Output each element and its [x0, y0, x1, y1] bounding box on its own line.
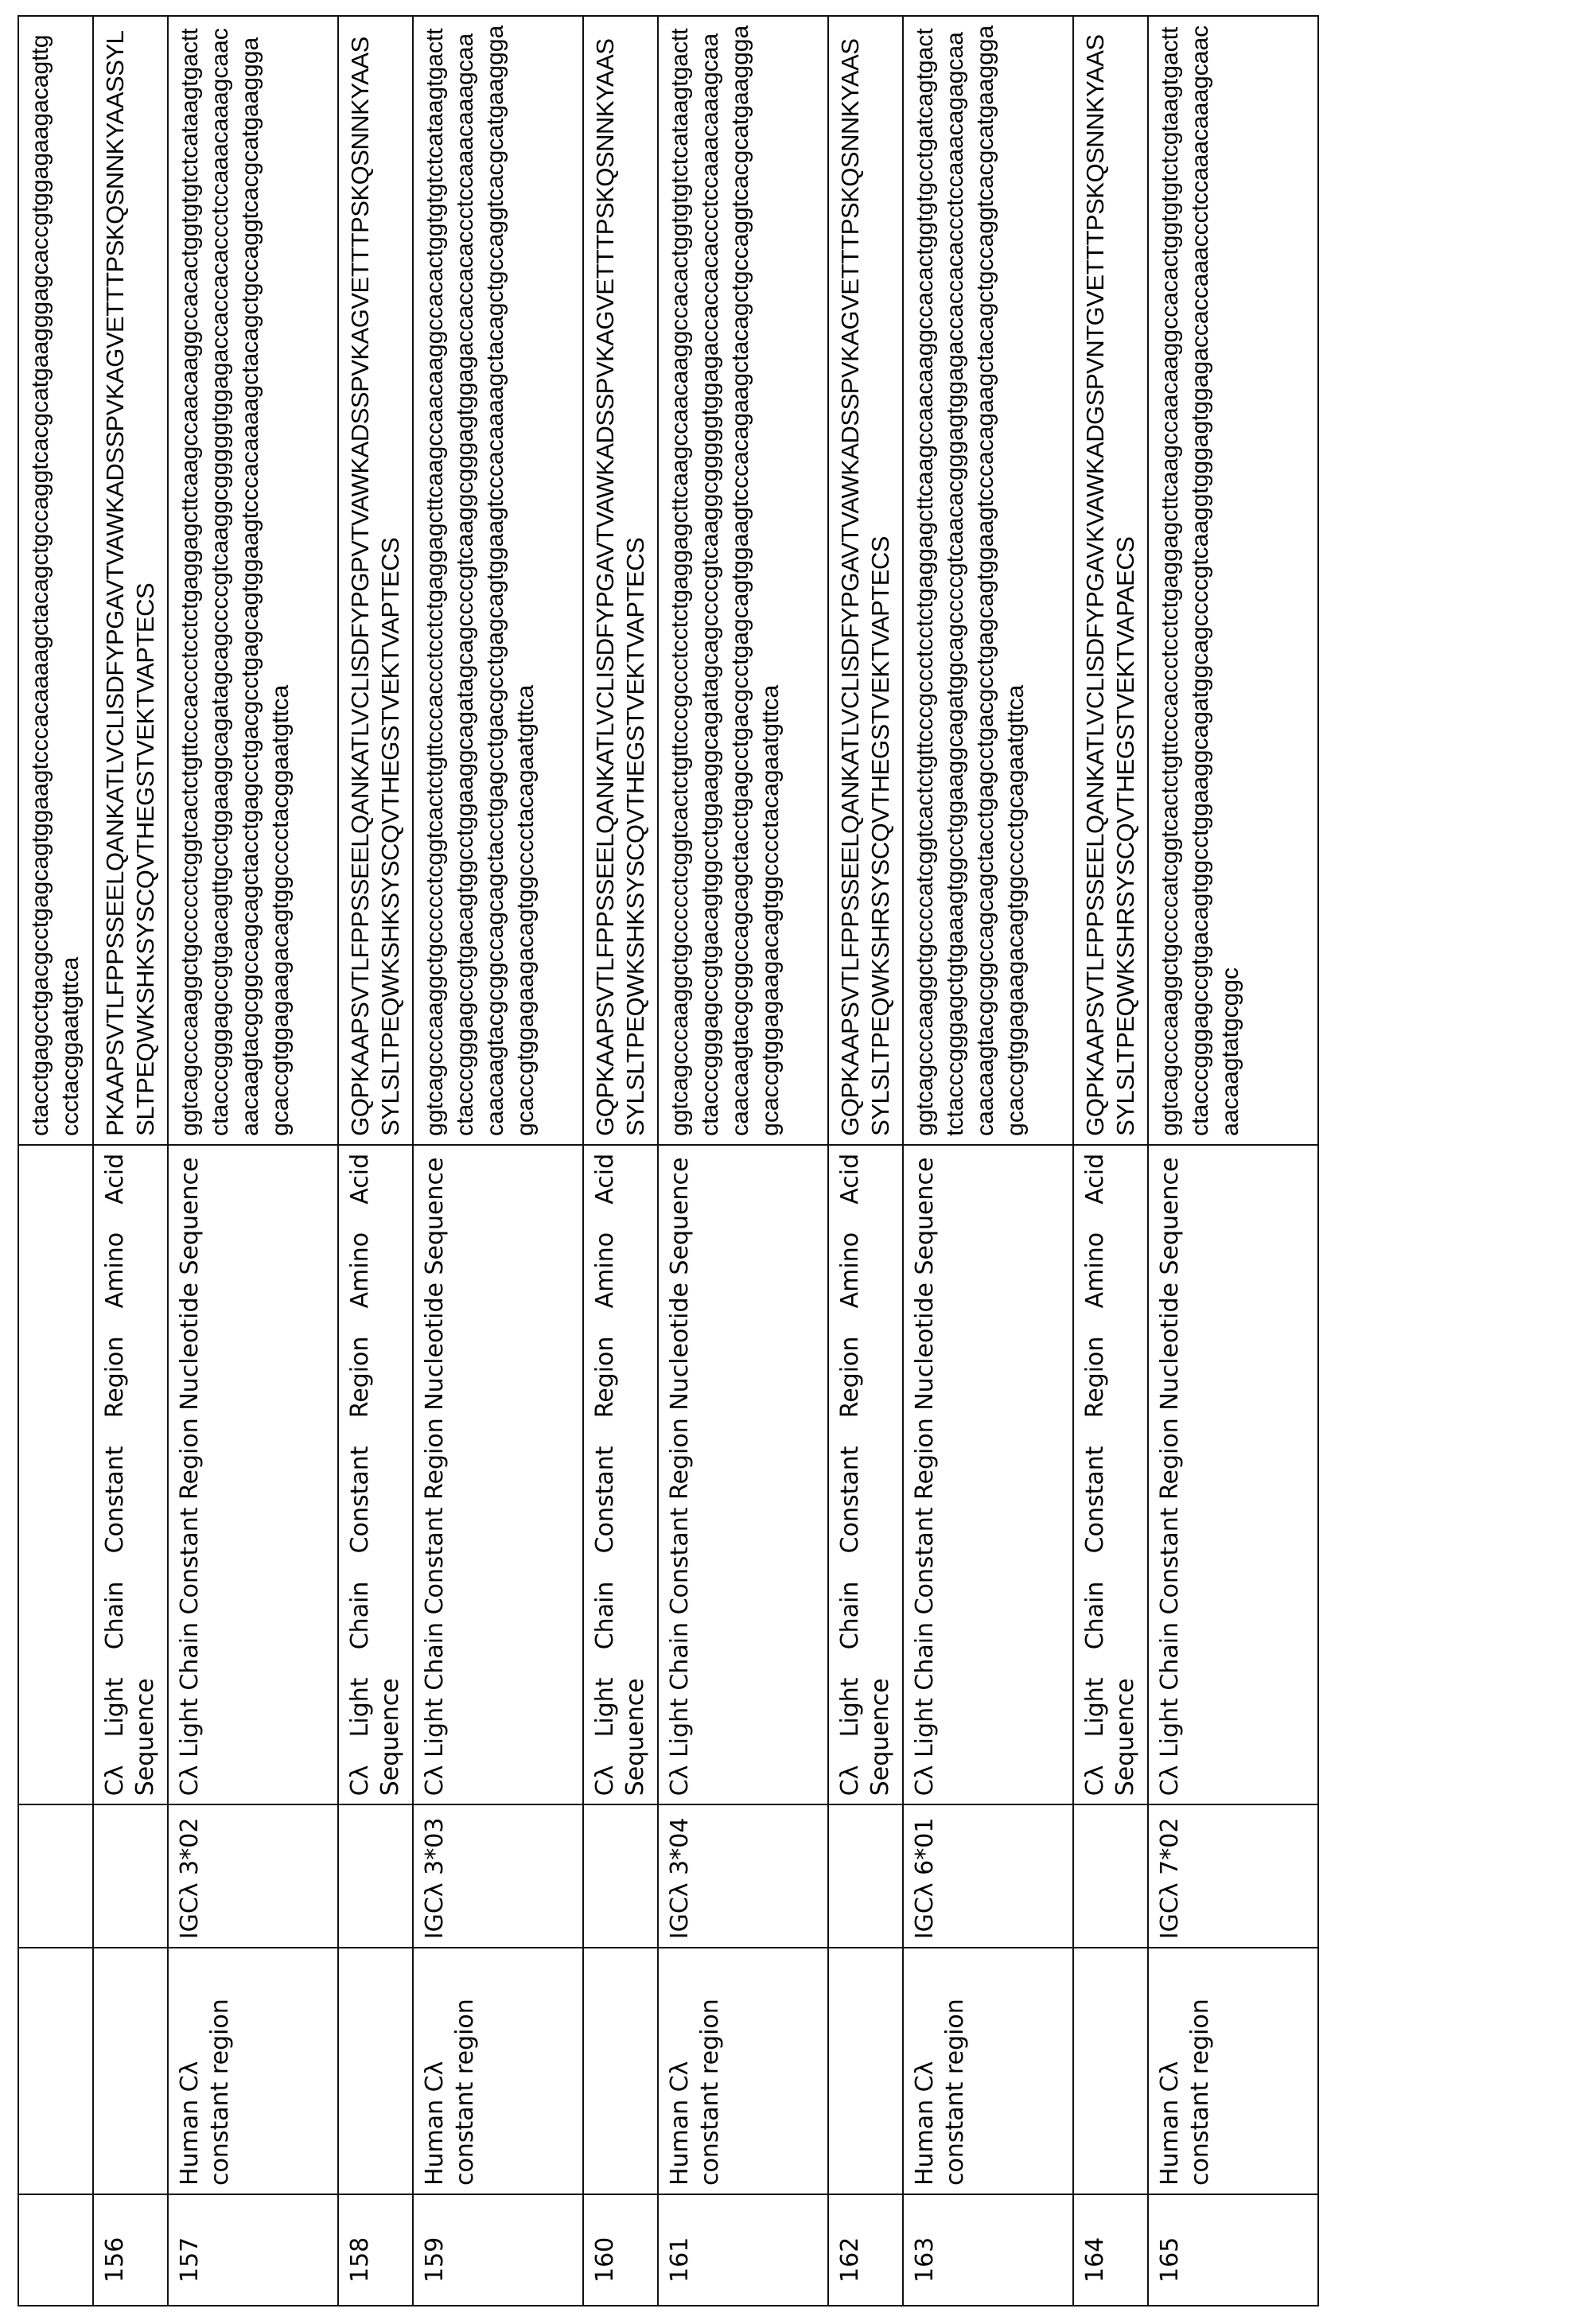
- description-cell: Human Cλ constant region: [1148, 1948, 1318, 2194]
- table-row: [583, 16, 658, 2306]
- table-row: [93, 16, 168, 2306]
- sequence-cell: ggtcagcccaaggctgccccatcggtcactctgttcccaccctcctctgaggagcttcaagccaacaaggccacactggtgtgtctcgtaagtgacttctacccgggagccgtgacagtggcctggaaggcagatggcagccccgtcaaggtgggagtggagaccaccaaaccctccaaacaaagcaacaacaagtatgcggc: [1148, 16, 1318, 1145]
- sequence-cell: ggtcagcccaaggctgccccatcggtcactctgttcccgccctcctctgaggagcttcaagccaacaaggccacactggtgtgcctgatcagtgacttctacccgggagctgtgaaagtggcctggaaggcagatggcagccccgtcaacacgggagtggagaccaccacaccctccaaacagagcaacaacaagtacgcggccagcagctacctgagcctgacgcctgagcagtggaagtcccacagaagctacagctgccaggtcacgcatgaagggagcaccgtggagaagacagtggcccctgcagaatgttca: [903, 16, 1073, 1145]
- sequence-cell: ggtcagcccaaggctgccccctcggtcactctgttcccgccctcctctgaggagcttcaagccaacaaggccacactggtgtgtctcataagtgacttctacccgggagccgtgacagtggcctggaaggcagatagcagccccgtcaaggcgggggtggagaccaccacaccctccaaacaaagcaacaacaagtacgcggccagcagctacctgagcctgacgcctgagcagtggaagtcccacagaagctacagctgccaggtcacgcatgaagggagcaccgtggagaagacagtggcccctacagaatgttca: [658, 16, 828, 1145]
- imgt-cell: [583, 1804, 658, 1948]
- seq-id-cell: 164: [1073, 2194, 1148, 2306]
- seq-id-cell: 162: [828, 2194, 903, 2306]
- feature-cell: Cλ Light Chain Constant Region Nucleotide Sequence: [1148, 1145, 1318, 1804]
- description-cell: Human Cλ constant region: [413, 1948, 583, 2194]
- sequence-cell: GQPKAAPSVTLFPPSSEELQANKATLVCLISDFYPGPVTVAWKADSSPVKAGVETTTPSKQSNNKYAASSYLSLTPEQWKSHKSYSCQVTHEGSTVEKTVAPTECS: [338, 16, 413, 1145]
- seq-id-cell: 157: [168, 2194, 338, 2306]
- seq-id-cell: 158: [338, 2194, 413, 2306]
- imgt-cell: IGCλ 3*03: [413, 1804, 583, 1948]
- seq-id-cell: [18, 2194, 93, 2306]
- feature-cell: Cλ Light Chain Constant Region Nucleotide Sequence: [168, 1145, 338, 1804]
- table-row: [338, 16, 413, 2306]
- feature-cell: Cλ Light Chain Constant Region Amino Acid Sequence: [583, 1145, 658, 1804]
- table-row-continuation: [18, 16, 93, 2306]
- feature-cell: Cλ Light Chain Constant Region Amino Acid Sequence: [338, 1145, 413, 1804]
- imgt-cell: IGCλ 3*04: [658, 1804, 828, 1948]
- feature-cell: Cλ Light Chain Constant Region Nucleotide Sequence: [658, 1145, 828, 1804]
- sequence-cell: PKAAPSVTLFPPSSEELQANKATLVCLISDFYPGAVTVAWKADSSPVKAGVETTTPSKQSNNKYAASSYLSLTPEQWKSHKSYSCQVTHEGSTVEKTVAPTECS: [93, 16, 168, 1145]
- seq-id-cell: 160: [583, 2194, 658, 2306]
- seq-id-cell: 163: [903, 2194, 1073, 2306]
- feature-cell: Cλ Light Chain Constant Region Nucleotide Sequence: [903, 1145, 1073, 1804]
- table-row: [903, 16, 1073, 2306]
- imgt-cell: [18, 1804, 93, 1948]
- description-cell: [93, 1948, 168, 2194]
- description-cell: Human Cλ constant region: [658, 1948, 828, 2194]
- table-row: [168, 16, 338, 2306]
- table-row: [1148, 16, 1318, 2306]
- table-row: [658, 16, 828, 2306]
- imgt-cell: [93, 1804, 168, 1948]
- imgt-cell: [1073, 1804, 1148, 1948]
- sequence-cell: GQPKAAPSVTLFPPSSEELQANKATLVCLISDFYPGAVTVAWKADSSPVKAGVETTTPSKQSNNKYAASSYLSLTPEQWKSHKSYSCQVTHEGSTVEKTVAPTECS: [583, 16, 658, 1145]
- feature-cell: [18, 1145, 93, 1804]
- feature-cell: Cλ Light Chain Constant Region Nucleotide Sequence: [413, 1145, 583, 1804]
- table-row: [413, 16, 583, 2306]
- seq-id-cell: 165: [1148, 2194, 1318, 2306]
- description-cell: Human Cλ constant region: [903, 1948, 1073, 2194]
- sequence-table: [18, 15, 1319, 2306]
- imgt-cell: IGCλ 7*02: [1148, 1804, 1318, 1948]
- description-cell: [828, 1948, 903, 2194]
- table-row: [1073, 16, 1148, 2306]
- description-cell: [583, 1948, 658, 2194]
- feature-cell: Cλ Light Chain Constant Region Amino Acid Sequence: [93, 1145, 168, 1804]
- description-cell: [1073, 1948, 1148, 2194]
- description-cell: [18, 1948, 93, 2194]
- description-cell: [338, 1948, 413, 2194]
- sequence-cell: ctacctgagcctgacgcctgagcagtggaagtcccacaaaagctacagctgccaggtcacgcatgaagggagcaccgtggagaagacagttgccctacggaatgttca: [18, 16, 93, 1145]
- seq-id-cell: 161: [658, 2194, 828, 2306]
- imgt-cell: IGCλ 6*01: [903, 1804, 1073, 1948]
- sequence-cell: GQPKAAPSVTLFPPSSEELQANKATLVCLISDFYPGAVTVAWKADSSPVKAGVETTTPSKQSNNKYAASSYLSLTPEQWKSHRSYSCQVTHEGSTVEKTVAPTECS: [828, 16, 903, 1145]
- sequence-cell: ggtcagcccaaggctgccccctcggtcactctgttcccaccctcctctgaggagcttcaagccaacaaggccacactggtgtgtctcataagtgacttctacccgggagccgtgacagttgcctggaaggcagatagcagccccgtcaaggcgggggtggagaccaccacaccctccaaacaaagcaacaacaagtacgcggccagcagctacctgagcctgacgcctgagcagtggaagtcccacaaaagctacagctgccaggtcacgcatgaagggagcaccgtggagaagacagtggcccctacggaatgttca: [168, 16, 338, 1145]
- description-cell: Human Cλ constant region: [168, 1948, 338, 2194]
- imgt-cell: IGCλ 3*02: [168, 1804, 338, 1948]
- sequence-cell: GQPKAAPSVTLFPPSSEELQANKATLVCLISDFYPGAVKVAWKADGSPVNTGVETTTPSKQSNNKYAASSYLSLTPEQWKSHRSYSCQVTHEGSTVEKTVAPAECS: [1073, 16, 1148, 1145]
- seq-id-cell: 159: [413, 2194, 583, 2306]
- imgt-cell: [828, 1804, 903, 1948]
- feature-cell: Cλ Light Chain Constant Region Amino Acid Sequence: [1073, 1145, 1148, 1804]
- table-row: [828, 16, 903, 2306]
- seq-id-cell: 156: [93, 2194, 168, 2306]
- imgt-cell: [338, 1804, 413, 1948]
- feature-cell: Cλ Light Chain Constant Region Amino Acid Sequence: [828, 1145, 903, 1804]
- sequence-cell: ggtcagcccaaggctgccccctcggtcactctgttcccaccctcctctgaggagcttcaagccaacaaggccacactggtgtgtctcataagtgacttctacccgggagccgtgacagtggcctggaaggcagatagcagccccgtcaaggcgggagtggagaccaccacaccctccaaacaaagcaacaacaagtacgcggccagcagctacctgagcctgacgcctgagcagtggaagtcccacaaaagctacagctgccaggtcacgcatgaagggagcaccgtggagaagacagtggcccctacagaatgttca: [413, 16, 583, 1145]
